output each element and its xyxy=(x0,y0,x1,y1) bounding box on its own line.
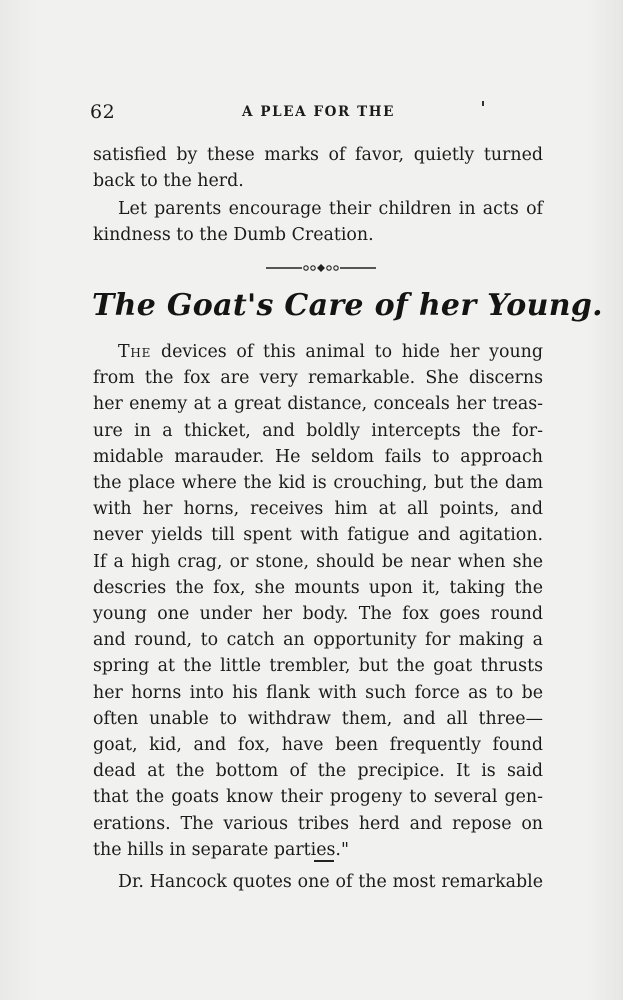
text-line: the hills in separate parties." xyxy=(93,839,349,860)
text-line: If a high crag, or stone, should be near when she xyxy=(93,551,543,572)
text-line: the place where the kid is crouching, but the dam xyxy=(93,473,543,494)
text-line: goat, kid, and fox, have been frequently found xyxy=(93,735,543,756)
running-title: A PLEA FOR THE xyxy=(242,104,396,120)
text-line: young one under her body. The fox goes round xyxy=(93,604,543,625)
text-line xyxy=(93,339,543,365)
text-line: with her horns, receives him at all points, and xyxy=(93,499,543,520)
text-line: Let parents encourage their children in acts of xyxy=(118,199,543,219)
paragraph-continued xyxy=(93,142,543,194)
page-header xyxy=(90,101,540,125)
text-line: her horns into his flank with such force as to be xyxy=(93,682,543,703)
paragraph-exhortation xyxy=(93,196,543,248)
text-line: ure in a thicket, and boldly intercepts the for- xyxy=(93,420,543,441)
text-line: kindness to the Dumb Creation. xyxy=(93,225,374,246)
ornamental-divider xyxy=(266,262,376,274)
print-speck xyxy=(482,101,484,106)
text-line: back to the herd. xyxy=(93,171,244,192)
text-line: never yields till spent with fatigue and agitation. xyxy=(93,525,543,546)
text-line: often unable to withdraw them, and all three— xyxy=(93,708,543,729)
text-line: her enemy at a great distance, conceals her treas- xyxy=(93,394,543,415)
text-line: erations. The various tribes herd and repose on xyxy=(93,813,543,834)
main-paragraph xyxy=(93,339,543,863)
text-line: and round, to catch an opportunity for making a xyxy=(93,630,543,651)
text-line: dead at the bottom of the precipice. It is said xyxy=(93,761,543,782)
lead-word: The xyxy=(118,342,152,362)
first-line-text: devices of this animal to hide her young xyxy=(160,342,544,362)
text-line: midable marauder. He seldom fails to approach xyxy=(93,446,543,467)
final-paragraph xyxy=(93,869,543,895)
text-line: that the goats know their progeny to several gen- xyxy=(93,787,543,808)
text-line: descries the fox, she mounts upon it, taking the xyxy=(93,577,543,598)
text-line: satisfied by these marks of favor, quietly turned xyxy=(93,145,543,165)
page-number: 62 xyxy=(90,101,116,123)
text-line: from the fox are very remarkable. She discerns xyxy=(93,368,543,389)
text-line: Dr. Hancock quotes one of the most remarkable xyxy=(118,872,543,892)
text-line: spring at the little trembler, but the goat thrusts xyxy=(93,656,543,677)
chapter-title: The Goat's Care of her Young. xyxy=(92,288,603,323)
section-rule xyxy=(314,860,334,862)
